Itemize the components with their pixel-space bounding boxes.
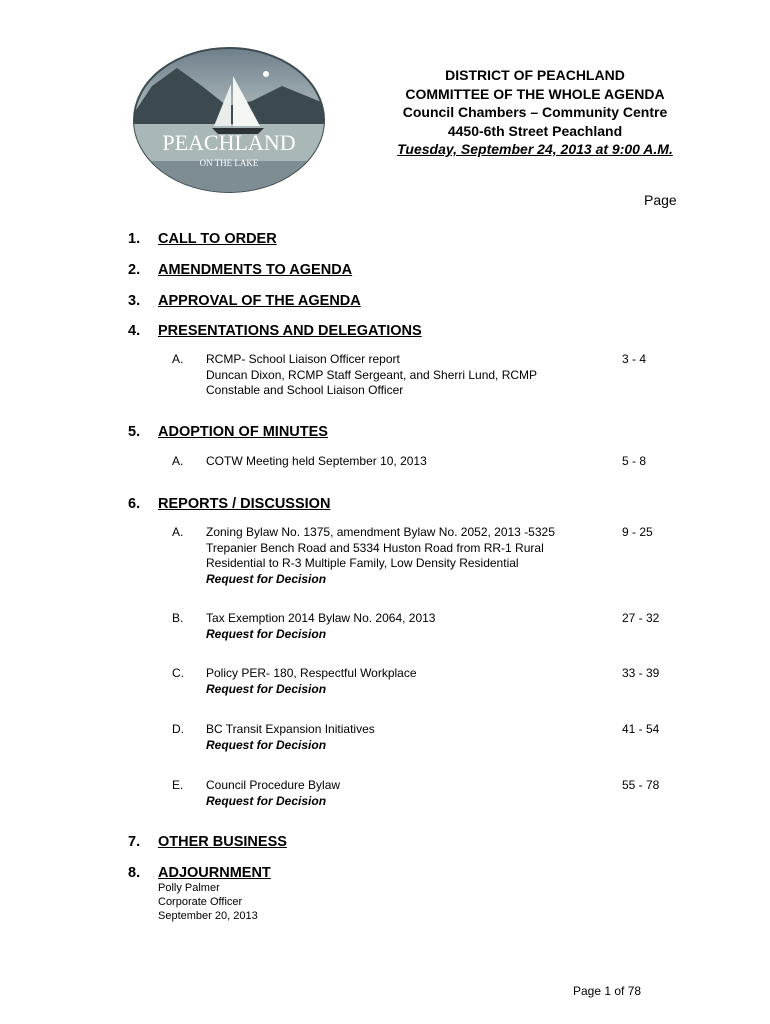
- item-line: Tax Exemption 2014 Bylaw No. 2064, 2013: [206, 611, 436, 625]
- section-reports: [128, 496, 330, 512]
- item-line: COTW Meeting held September 10, 2013: [206, 454, 427, 468]
- item-pages: 5 - 8: [622, 454, 647, 468]
- section-amendments: [128, 262, 352, 278]
- peachland-logo: [132, 46, 326, 194]
- section-title: CALL TO ORDER: [158, 231, 277, 247]
- item-line: Residential to R-3 Multiple Family, Low Density Residential: [206, 556, 519, 570]
- section-number: 6.: [128, 496, 141, 512]
- page-column-label: Page: [644, 192, 677, 208]
- item-pages: 55 - 78: [622, 778, 660, 792]
- item-pages: 27 - 32: [622, 611, 660, 625]
- item-pages: 9 - 25: [622, 525, 653, 539]
- request-for-decision: Request for Decision: [206, 681, 327, 696]
- item-description: [206, 525, 586, 587]
- header-line1: DISTRICT OF PEACHLAND: [445, 67, 625, 83]
- item-pages: 41 - 54: [622, 722, 660, 736]
- signature-block: [158, 881, 258, 923]
- section-title: OTHER BUSINESS: [158, 834, 287, 850]
- item-line: Trepanier Bench Road and 5334 Huston Road from RR-1 Rural: [206, 540, 544, 555]
- item-letter: C.: [172, 666, 184, 680]
- section-number: 3.: [128, 293, 141, 309]
- item-line: Zoning Bylaw No. 1375, amendment Bylaw No. 2052, 2013 -5325: [206, 525, 555, 539]
- item-line: Policy PER- 180, Respectful Workplace: [206, 666, 417, 680]
- item-description: [206, 666, 586, 697]
- section-title: REPORTS / DISCUSSION: [158, 496, 331, 512]
- section-call-to-order: [128, 231, 277, 247]
- item-letter: B.: [172, 611, 184, 625]
- section-title: ADJOURNMENT: [158, 865, 271, 881]
- item-line: Constable and School Liaison Officer: [206, 383, 404, 397]
- section-approval: [128, 293, 361, 309]
- header-line4: 4450-6th Street Peachland: [447, 122, 623, 139]
- item-letter: A.: [172, 352, 184, 366]
- item-letter: A.: [172, 525, 184, 539]
- item-line: Duncan Dixon, RCMP Staff Sergeant, and Sherri Lund, RCMP: [206, 367, 538, 382]
- request-for-decision: Request for Decision: [206, 737, 327, 752]
- item-description: [206, 454, 586, 470]
- item-pages: 33 - 39: [622, 666, 660, 680]
- signatory-title: Corporate Officer: [158, 896, 243, 908]
- signatory-name: Polly Palmer: [158, 882, 220, 894]
- item-description: [206, 778, 586, 809]
- item-line: Council Procedure Bylaw: [206, 778, 341, 792]
- agenda-header: [360, 66, 710, 159]
- item-line: RCMP- School Liaison Officer report: [206, 352, 400, 366]
- section-title: ADOPTION OF MINUTES: [158, 424, 328, 440]
- page-footer: Page 1 of 78: [573, 984, 642, 998]
- item-letter: D.: [172, 722, 184, 736]
- signature-date: September 20, 2013: [158, 910, 258, 922]
- section-adjournment: [128, 865, 271, 881]
- item-line: BC Transit Expansion Initiatives: [206, 722, 375, 736]
- section-number: 4.: [128, 323, 141, 339]
- header-line3: Council Chambers – Community Centre: [402, 104, 668, 120]
- request-for-decision: Request for Decision: [206, 571, 327, 586]
- section-presentations: [128, 323, 422, 339]
- section-number: 7.: [128, 834, 141, 850]
- item-description: [206, 352, 586, 399]
- section-title: APPROVAL OF THE AGENDA: [158, 293, 361, 309]
- section-number: 1.: [128, 231, 141, 247]
- section-title: AMENDMENTS TO AGENDA: [158, 262, 353, 278]
- header-line2: COMMITTEE OF THE WHOLE AGENDA: [405, 85, 665, 102]
- meeting-date: Tuesday, September 24, 2013 at 9:00 A.M.: [397, 141, 673, 157]
- item-pages: 3 - 4: [622, 352, 647, 366]
- item-letter: A.: [172, 454, 184, 468]
- section-number: 8.: [128, 865, 141, 881]
- logo-tagline: ON THE LAKE: [199, 158, 259, 168]
- request-for-decision: Request for Decision: [206, 626, 327, 641]
- logo-name: PEACHLAND: [162, 130, 296, 155]
- section-adoption-of-minutes: [128, 424, 328, 440]
- item-letter: E.: [172, 778, 184, 792]
- section-other-business: [128, 834, 287, 850]
- section-number: 2.: [128, 262, 141, 278]
- item-description: [206, 611, 586, 642]
- item-description: [206, 722, 586, 753]
- section-title: PRESENTATIONS AND DELEGATIONS: [158, 323, 422, 339]
- request-for-decision: Request for Decision: [206, 793, 327, 808]
- section-number: 5.: [128, 424, 141, 440]
